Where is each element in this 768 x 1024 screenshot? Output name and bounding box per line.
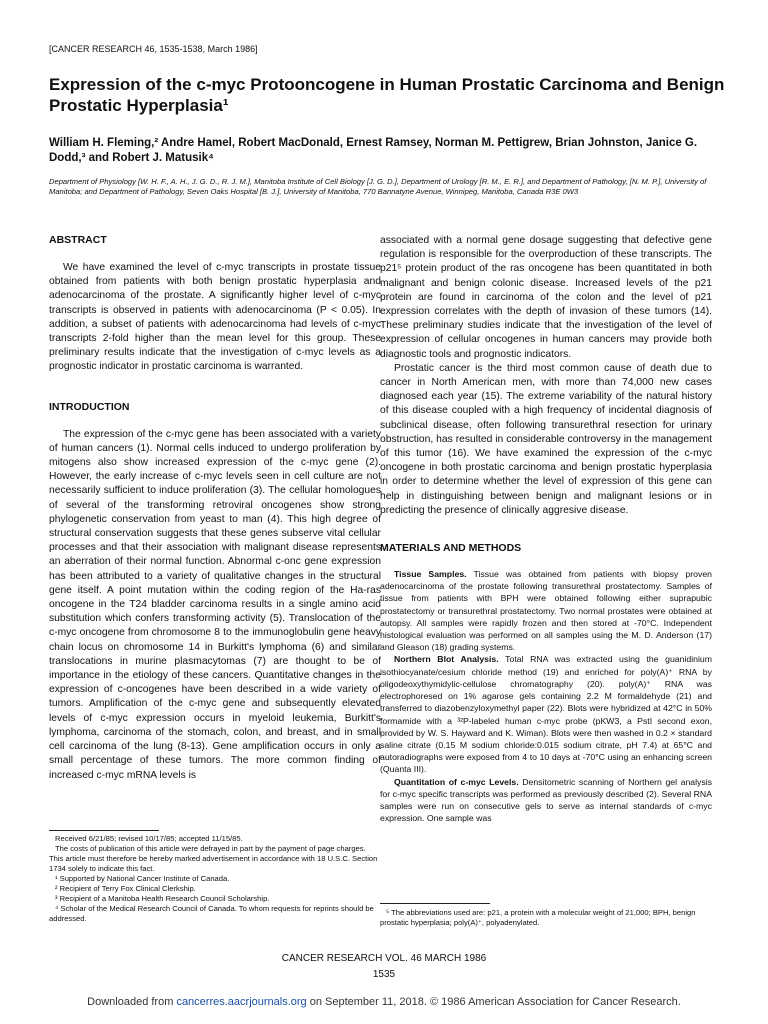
footnote-1: ¹ Supported by National Cancer Institute of Canada. bbox=[55, 874, 230, 883]
left-column bbox=[49, 234, 381, 783]
right-column bbox=[380, 234, 712, 824]
northern-blot-paragraph bbox=[380, 653, 712, 775]
introduction-heading: INTRODUCTION bbox=[49, 400, 130, 413]
tissue-samples-paragraph bbox=[380, 568, 712, 653]
abbreviations-footnote-block bbox=[380, 903, 712, 928]
northern-blot-text: Total RNA was extracted using the guanidinium isothiocyanate/cesium chloride method (19) and enriched for poly(A)⁺ RNA by oligodeoxythymidylic-cellulose chromatography (20). poly(A)⁺ RNA was electrophoresed on 1% agarose gels containing 2.2 M formaldehyde (21) and transferred to diazobenzyloxymethyl paper (22). Blots were hybridized at 42°C in 50% formamide with a ³²P-labeled human c-myc probe (pKW3, a PstI second exon, provided by W. S. Hayward and K. Wiman). Blots were then washed in 0.2 × standard saline citrate (0.15 M sodium chloride:0.015 sodium citrate, pH 7.4) at 65°C and autoradiographs were exposed from 4 to 10 days at -70°C using an enhancing screen (Quanta III). bbox=[380, 654, 712, 775]
footnotes bbox=[49, 830, 381, 924]
tissue-samples-label: Tissue Samples. bbox=[394, 569, 467, 580]
download-suffix: on September 11, 2018. © 1986 American Association for Cancer Research. bbox=[306, 996, 681, 1008]
footnote-rule bbox=[49, 830, 159, 831]
tissue-samples-text: Tissue was obtained from patients with biopsy proven adenocarcinoma of the prostate following transurethral prostatectomy. Samples of tissue from patients with BPH were obtained following either suprapubic prostatectomy or transurethral prostatectomy. Two normal prostates were obtained at autopsy. All samples were rapidly frozen and then stored at -70°C. Independent histological evaluation was performed on all samples using the M. D. Anderson (17) and Gleason (18) grading systems. bbox=[380, 569, 712, 653]
quantitation-text: Densitometric scanning of Northern gel analysis for c-myc specific transcripts was performed as previously described (2). Several RNA samples were run on consecutive gels to serve as internal standards of c-myc expression. One sample was bbox=[380, 776, 712, 824]
download-link[interactable]: cancerres.aacrjournals.org bbox=[176, 996, 307, 1008]
abbreviations-footnote: ⁵ The abbreviations used are: p21, a protein with a molecular weight of 21,000; BPH, benign prostatic hyperplasia; poly(A)⁺, polyadenylated. bbox=[380, 908, 696, 927]
abstract-text: We have examined the level of c-myc transcripts in prostate tissue obtained from patients with both benign prostatic hyperplasia and adenocarcinoma of the prostate. A significantly higher level of c-myc transcripts is observed in patients with adenocarcinoma (P < 0.05). In addition, a subset of patients with adenocarcinoma had levels of c-myc transcripts 2-fold higher than the mean level for this group. These preliminary results indicate that the investigation of c-myc levels as a prognostic indicator in prostatic carcinoma is warranted. bbox=[49, 262, 381, 373]
footnote-3: ³ Recipient of a Manitoba Health Research Council Scholarship. bbox=[55, 894, 270, 903]
author-affiliation: Department of Physiology [W. H. F., A. H., J. G. D., R. J. M.], Manitoba Institute of Cell Biology [J. G. D.], Department of Urology [R. M., E. R.], and Department of Pathology, [N. M. P.], University of Manitoba; and Department of Pathology, Seven Oaks Hospital [B. J.], University of Manitoba, 770 Bannatyne Avenue, Winnipeg, Manitoba, Canada R3E 0W3 bbox=[49, 177, 707, 196]
introduction-text: The expression of the c-myc gene has been associated with a variety of human cancers (1). Normal cells induced to undergo proliferation by mitogens also show increased expression of the c-myc gene (2). However, the early increase of c-myc levels seen in cell culture are not necessarily sufficient to induce proliferation (3). The cellular homologues of several of the transforming retroviral oncogenes show strong phylogenetic conservation from yeast to man (4). This high degree of structural conservation suggests that these genes subserve vital cellular processes and that their association with malignant disease represents an aberration of their normal function. Abnormal c-onc gene expression has been attributed to a variety of qualitative changes in the structural gene itself. A point mutation within the coding region of the Ha-ras oncogene in the T24 bladder carcinoma results in a single amino acid substitution which confers transforming activity (5). Translocation of the c-myc oncogene from chromosome 8 to the immunoglobulin gene heavy chain locus on chromosome 14 in Burkitt's lymphoma (6) and similar translocations in murine plasmacytomas (7) are thought to be of importance in the etiology of these cancers. Quantitative changes in the expression of c-oncogenes have been described in a wide variety of tumors. Amplification of the c-myc gene and subsequently elevated levels of c-myc expression occurs in myeloid leukemia, Burkitt's lymphoma, carcinoma of the stomach, colon, and breast, and in small cell carcinoma of the lung (8-13). Gene amplification occurs in only a small percentage of these tumors. The more common finding of increased c-myc mRNA levels is bbox=[49, 428, 381, 781]
abstract-heading: ABSTRACT bbox=[49, 234, 107, 246]
download-prefix: Downloaded from bbox=[87, 996, 177, 1008]
journal-footer bbox=[0, 951, 768, 983]
page-number: 1535 bbox=[372, 969, 396, 980]
prostate-paragraph: Prostatic cancer is the third most common cause of death due to cancer in North American men, with more than 74,000 new cases diagnosed each year (15). The extreme variability of the natural history of this disease coupled with a high frequency of incidental diagnosis of subclinical disease, often following transurethral resection for urinary obstruction, has resulted in considerable controversy in the management of this tumor (16). We have examined the expression of the c-myc oncogene in both prostatic carcinoma and benign prostatic hyperplasia in order to determine whether the level of expression of this gene can help in distinguishing between benign and malignant lesions or in predicting the presence of clinically aggresive disease. bbox=[380, 362, 712, 516]
download-notice bbox=[0, 996, 768, 1009]
article-title: Expression of the c-myc Protooncogene in Human Prostatic Carcinoma and Benign Prostatic Hyperplasia¹ bbox=[49, 75, 725, 115]
footnote-2: ² Recipient of Terry Fox Clinical Clerkship. bbox=[55, 884, 196, 893]
footnote-costs: The costs of publication of this article were defrayed in part by the payment of page charges. This article must therefore be hereby marked advertisement in accordance with 18 U.S.C. Section 1734 solely to indicate this fact. bbox=[49, 844, 378, 873]
footnote-4: ⁴ Scholar of the Medical Research Council of Canada. To whom requests for reprints should be addressed. bbox=[49, 904, 374, 923]
northern-blot-label: Northern Blot Analysis. bbox=[394, 654, 499, 665]
footnote-received: Received 6/21/85; revised 10/17/85; accepted 11/15/85. bbox=[55, 834, 243, 843]
methods-heading: MATERIALS AND METHODS bbox=[380, 542, 522, 555]
journal-citation: [CANCER RESEARCH 46, 1535-1538, March 1986] bbox=[49, 44, 258, 54]
author-list: William H. Fleming,² Andre Hamel, Robert MacDonald, Ernest Ramsey, Norman M. Pettigrew, Brian Johnston, Janice G. Dodd,³ and Robert J. Matusik⁴ bbox=[49, 137, 698, 164]
quantitation-label: Quantitation of c-myc Levels. bbox=[394, 776, 519, 787]
journal-footer-line: CANCER RESEARCH VOL. 46 MARCH 1986 bbox=[281, 953, 487, 964]
intro-continuation: associated with a normal gene dosage suggesting that defective gene regulation is responsible for the overproduction of these transcripts. The p21⁵ protein product of the ras oncogene has been quantitated in both malignant and benign colonic disease. Increased levels of the p21 protein are found in carcinoma of the colon and the level of p21 expression correlates with the depth of invasion of these tumors (14). These preliminary studies indicate that the investigation of the level of expression of cellular oncogenes in human cancers may provide both diagnostic tools and prognostic indicators. bbox=[380, 235, 712, 360]
quantitation-paragraph bbox=[380, 776, 712, 825]
footnote-rule-right bbox=[380, 903, 490, 904]
